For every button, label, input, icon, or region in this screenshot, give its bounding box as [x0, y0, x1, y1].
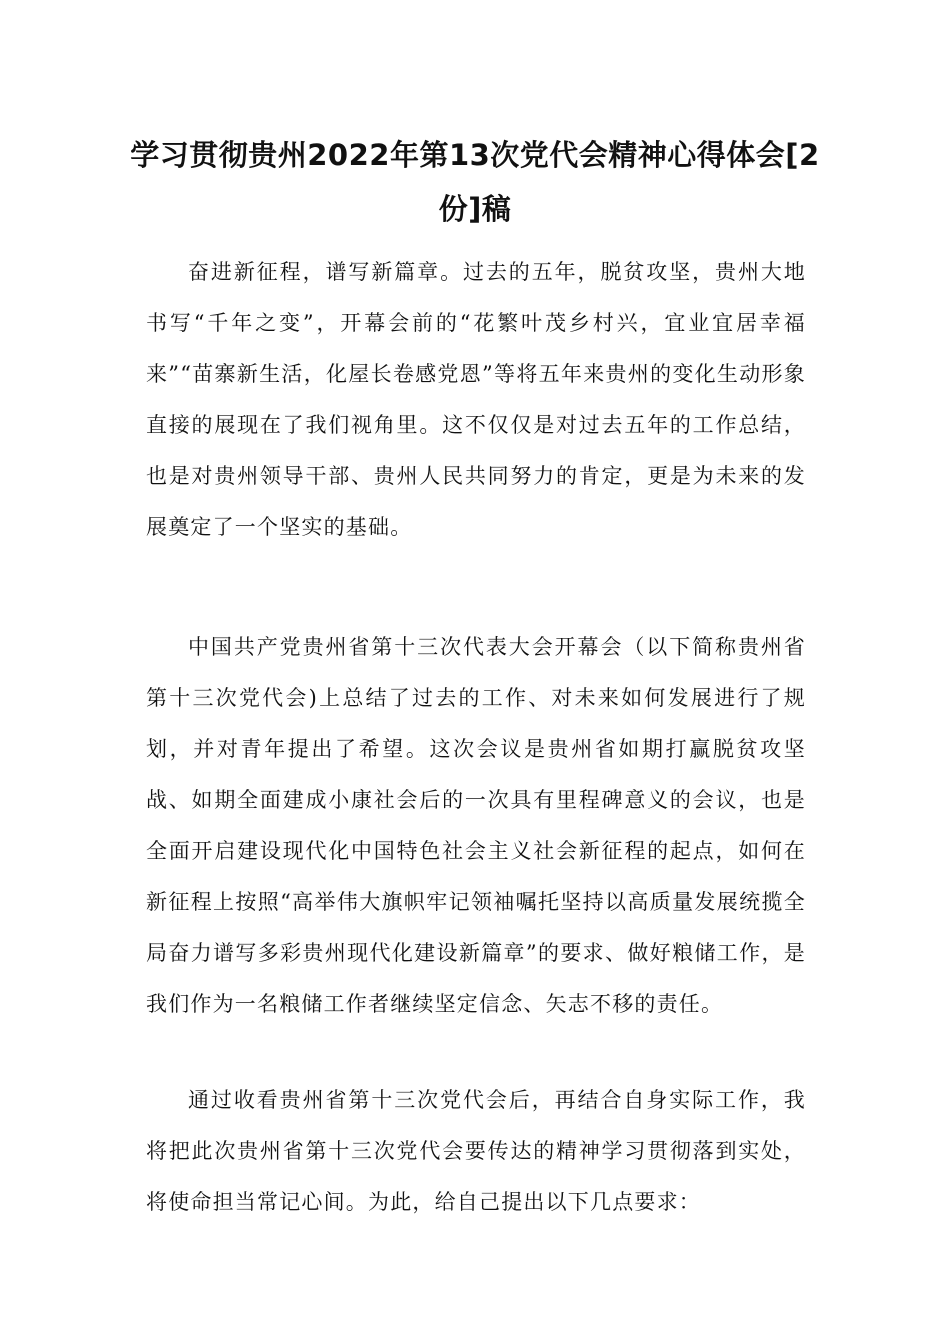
- paragraph-1: 奋进新征程，谱写新篇章。过去的五年，脱贫攻坚，贵州大地书写“千年之变”，开幕会前的“花繁叶茂乡村兴，宜业宜居幸福来”“苗寨新生活，化屋长卷感党恩”等将五年来贵州的变化生动形象直接的展现在了我们视角里。这不仅仅是对过去五年的工作总结，也是对贵州领导干部、贵州人民共同努力的肯定，更是为未来的发展奠定了一个坚实的基础。: [146, 260, 806, 539]
- paragraph-3: 通过收看贵州省第十三次党代会后，再结合自身实际工作，我将把此次贵州省第十三次党代会要传达的精神学习贯彻落到实处，将使命担当常记心间。为此，给自己提出以下几点要求：: [146, 1088, 806, 1214]
- paragraph-2: 中国共产党贵州省第十三次代表大会开幕会（以下简称贵州省第十三次党代会)上总结了过去的工作、对未来如何发展进行了规划，并对青年提出了希望。这次会议是贵州省如期打赢脱贫攻坚战、如期全面建成小康社会后的一次具有里程碑意义的会议，也是全面开启建设现代化中国特色社会主义社会新征程的起点，如何在新征程上按照“高举伟大旗帜牢记领袖嘱托坚持以高质量发展统揽全局奋力谱写多彩贵州现代化建设新篇章”的要求、做好粮储工作，是我们作为一名粮储工作者继续坚定信念、矢志不移的责任。: [146, 635, 806, 1016]
- document-title: 学习贯彻贵州2022年第13次党代会精神心得体会[2份]稿: [130, 138, 820, 226]
